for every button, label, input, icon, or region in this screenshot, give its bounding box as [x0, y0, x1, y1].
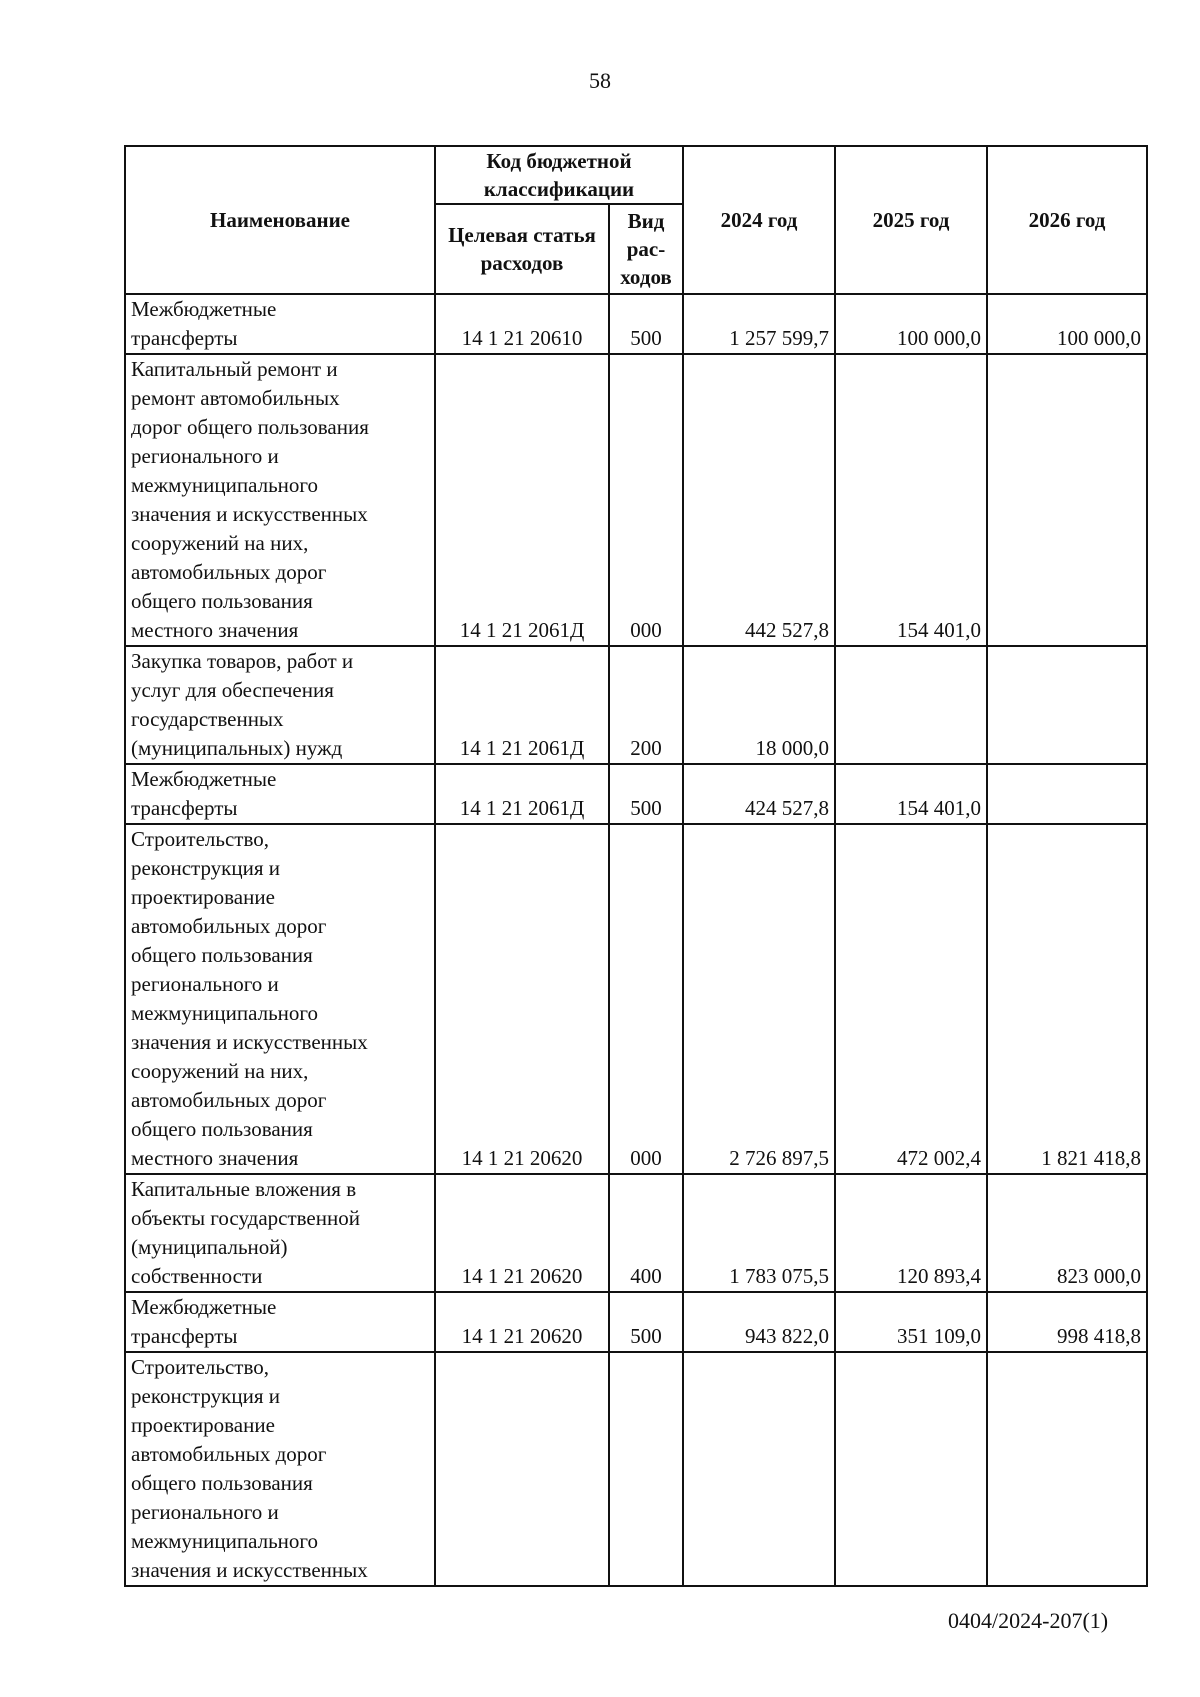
row-code: 14 1 21 2061Д	[435, 764, 609, 824]
row-name: Межбюджетные трансферты	[125, 764, 435, 824]
row-2026	[987, 354, 1147, 646]
row-kind: 500	[609, 294, 683, 354]
table-row	[125, 646, 1147, 764]
row-code: 14 1 21 20620	[435, 824, 609, 1174]
row-code: 14 1 21 2061Д	[435, 646, 609, 764]
row-name: Закупка товаров, работ и услуг для обеспечения государственных (муниципальных) нужд	[125, 646, 435, 764]
header-2025: 2025 год	[835, 146, 987, 294]
row-code: 14 1 21 20610	[435, 294, 609, 354]
row-kind: 200	[609, 646, 683, 764]
row-2026	[987, 1352, 1147, 1586]
row-name: Межбюджетные трансферты	[125, 294, 435, 354]
row-2024: 18 000,0	[683, 646, 835, 764]
row-2025: 120 893,4	[835, 1174, 987, 1292]
header-code-group: Код бюджетной классификации	[435, 146, 683, 204]
row-2024: 1 783 075,5	[683, 1174, 835, 1292]
row-kind: 500	[609, 764, 683, 824]
row-name: Капитальные вложения в объекты государственной (муниципальной) собственности	[125, 1174, 435, 1292]
row-2025	[835, 1352, 987, 1586]
row-2026: 998 418,8	[987, 1292, 1147, 1352]
header-expense-type: Вид рас-ходов	[609, 204, 683, 294]
row-name: Межбюджетные трансферты	[125, 1292, 435, 1352]
row-name: Капитальный ремонт и ремонт автомобильных дорог общего пользования регионального и межмуниципального значения и искусственных сооружений на них, автомобильных дорог общего пользования местного значения	[125, 354, 435, 646]
row-kind	[609, 1352, 683, 1586]
table-row	[125, 1352, 1147, 1586]
page-number: 58	[589, 68, 611, 93]
table-row	[125, 294, 1147, 354]
table-row	[125, 824, 1147, 1174]
row-code: 14 1 21 20620	[435, 1174, 609, 1292]
row-2025: 154 401,0	[835, 354, 987, 646]
row-2024: 442 527,8	[683, 354, 835, 646]
budget-table	[124, 145, 1148, 1587]
row-2025: 472 002,4	[835, 824, 987, 1174]
row-name: Строительство, реконструкция и проектирование автомобильных дорог общего пользования регионального и межмуниципального значения и искусственных сооружений на них, автомобильных дорог общего пользования местного значения	[125, 824, 435, 1174]
header-name: Наименование	[125, 146, 435, 294]
table-row	[125, 354, 1147, 646]
row-code: 14 1 21 2061Д	[435, 354, 609, 646]
row-2024: 2 726 897,5	[683, 824, 835, 1174]
row-2025: 154 401,0	[835, 764, 987, 824]
row-kind: 500	[609, 1292, 683, 1352]
row-2026	[987, 646, 1147, 764]
table-row	[125, 1174, 1147, 1292]
row-2025: 351 109,0	[835, 1292, 987, 1352]
table-row	[125, 764, 1147, 824]
row-kind: 000	[609, 354, 683, 646]
header-2026: 2026 год	[987, 146, 1147, 294]
row-code	[435, 1352, 609, 1586]
document-number: 0404/2024-207(1)	[948, 1608, 1109, 1633]
row-code: 14 1 21 20620	[435, 1292, 609, 1352]
row-2025	[835, 646, 987, 764]
row-2026: 823 000,0	[987, 1174, 1147, 1292]
row-2026: 100 000,0	[987, 294, 1147, 354]
row-2024: 424 527,8	[683, 764, 835, 824]
row-2026	[987, 764, 1147, 824]
row-kind: 400	[609, 1174, 683, 1292]
header-2024: 2024 год	[683, 146, 835, 294]
row-2024	[683, 1352, 835, 1586]
header-target-article: Целевая статья расходов	[435, 204, 609, 294]
row-2024: 943 822,0	[683, 1292, 835, 1352]
row-2026: 1 821 418,8	[987, 824, 1147, 1174]
row-name: Строительство, реконструкция и проектирование автомобильных дорог общего пользования регионального и межмуниципального значения и искусственных	[125, 1352, 435, 1586]
row-2025: 100 000,0	[835, 294, 987, 354]
row-kind: 000	[609, 824, 683, 1174]
row-2024: 1 257 599,7	[683, 294, 835, 354]
table-row	[125, 1292, 1147, 1352]
